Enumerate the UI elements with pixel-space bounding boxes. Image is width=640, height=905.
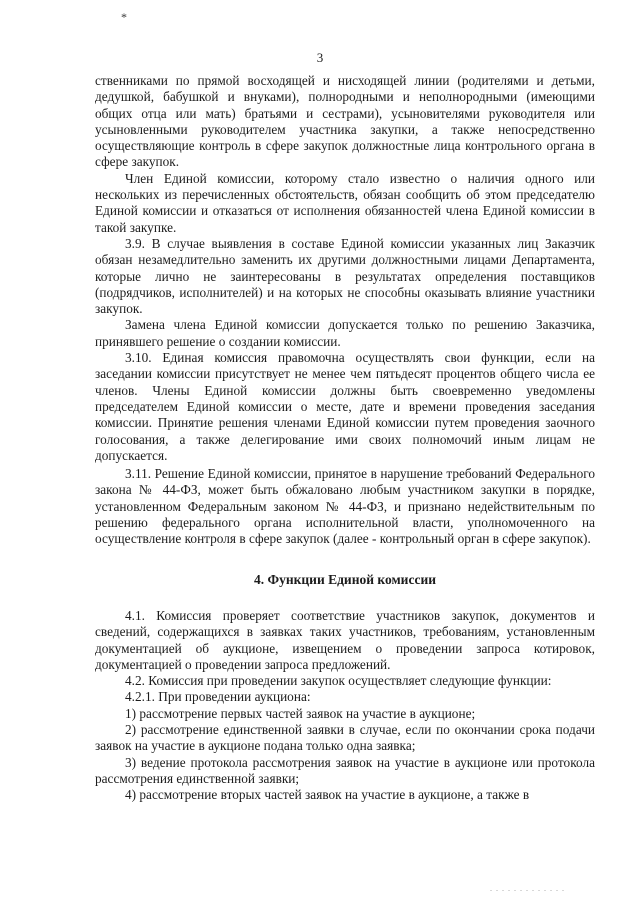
paragraph-3-9: 3.9. В случае выявления в составе Единой комиссии указанных лиц Заказчик обязан незамедлительно заменить их другими должностными лицами Департамента, которые лично не заинтересованы в результатах определения поставщиков (подрядчиков, исполнителей) и на которых не способны оказывать влияние участники закупок.: [95, 235, 595, 317]
scan-mark: *: [121, 10, 127, 24]
section-title: 4. Функции Единой комиссии: [253, 571, 436, 587]
paragraph-3-10: 3.10. Единая комиссия правомочна осуществлять свои функции, если на заседании комиссии присутствует не менее чем пятьдесят процентов общего числа ее членов. Члены Единой комиссии должны быть своевременно уведомлены председателем Единой комиссии о месте, дате и времени проведения заседания комиссии. Принятие решения членами Единой комиссии путем проведения заочного голосования, а также делегирование ими своих полномочий иным лицам не допускается.: [95, 350, 595, 463]
paragraph-member-duty: Член Единой комиссии, которому стало известно о наличия одного или нескольких из перечисленных обстоятельств, обязан сообщить об этом председателю Единой комиссии и отказаться от исполнения обязанностей члена Единой комиссии в такой закупке.: [95, 170, 595, 235]
document-body: [95, 73, 595, 803]
list-item-4: 4) рассмотрение вторых частей заявок на участие в аукционе, а также в: [125, 787, 530, 803]
footer-scan-dots: . . . . . . . . . . . . .: [490, 884, 565, 893]
paragraph-continued: ственниками по прямой восходящей и нисходящей линии (родителями и детьми, дедушкой, бабушкой и внуками), полнородными и неполнородными (имеющими общих отца или мать) братьями и сестрами), усыновителями руководителя или усыновленными руководителем участника закупки, а также непосредственно осуществляющие контроль в сфере закупок должностные лица контрольного органа в сфере закупок.: [95, 73, 595, 170]
paragraph-3-11: 3.11. Решение Единой комиссии, принятое в нарушение требований Федерального закона № 44-ФЗ, может быть обжаловано любым участником закупки в порядке, установленном Федеральным законом № 44-ФЗ, и признано недействительным по решению федерального органа исполнительной власти, уполномоченного на осуществление контроля в сфере закупок (далее - контрольный орган в сфере закупок).: [95, 466, 595, 547]
list-item-2: 2) рассмотрение единственной заявки в случае, если по окончании срока подачи заявок на участие в аукционе подана только одна заявка;: [95, 721, 595, 754]
page-number: 3: [316, 50, 324, 65]
paragraph-4-2-1: 4.2.1. При проведении аукциона:: [125, 689, 311, 705]
paragraph-replacement: Замена члена Единой комиссии допускается только по решению Заказчика, принявшего решение о создании комиссии.: [95, 317, 595, 349]
paragraph-4-2: 4.2. Комиссия при проведении закупок осуществляет следующие функции:: [125, 673, 552, 689]
list-item-3: 3) ведение протокола рассмотрения заявок на участие в аукционе или протокола рассмотрения единственной заявки;: [95, 754, 595, 786]
list-item-1: 1) рассмотрение первых частей заявок на участие в аукционе;: [125, 705, 476, 721]
paragraph-4-1: 4.1. Комиссия проверяет соответствие участников закупок, документов и сведений, содержащихся в заявках таких участников, требованиям, установленным документацией об аукционе, извещением о проведении запроса котировок, документацией о проведении запроса предложений.: [95, 607, 595, 672]
